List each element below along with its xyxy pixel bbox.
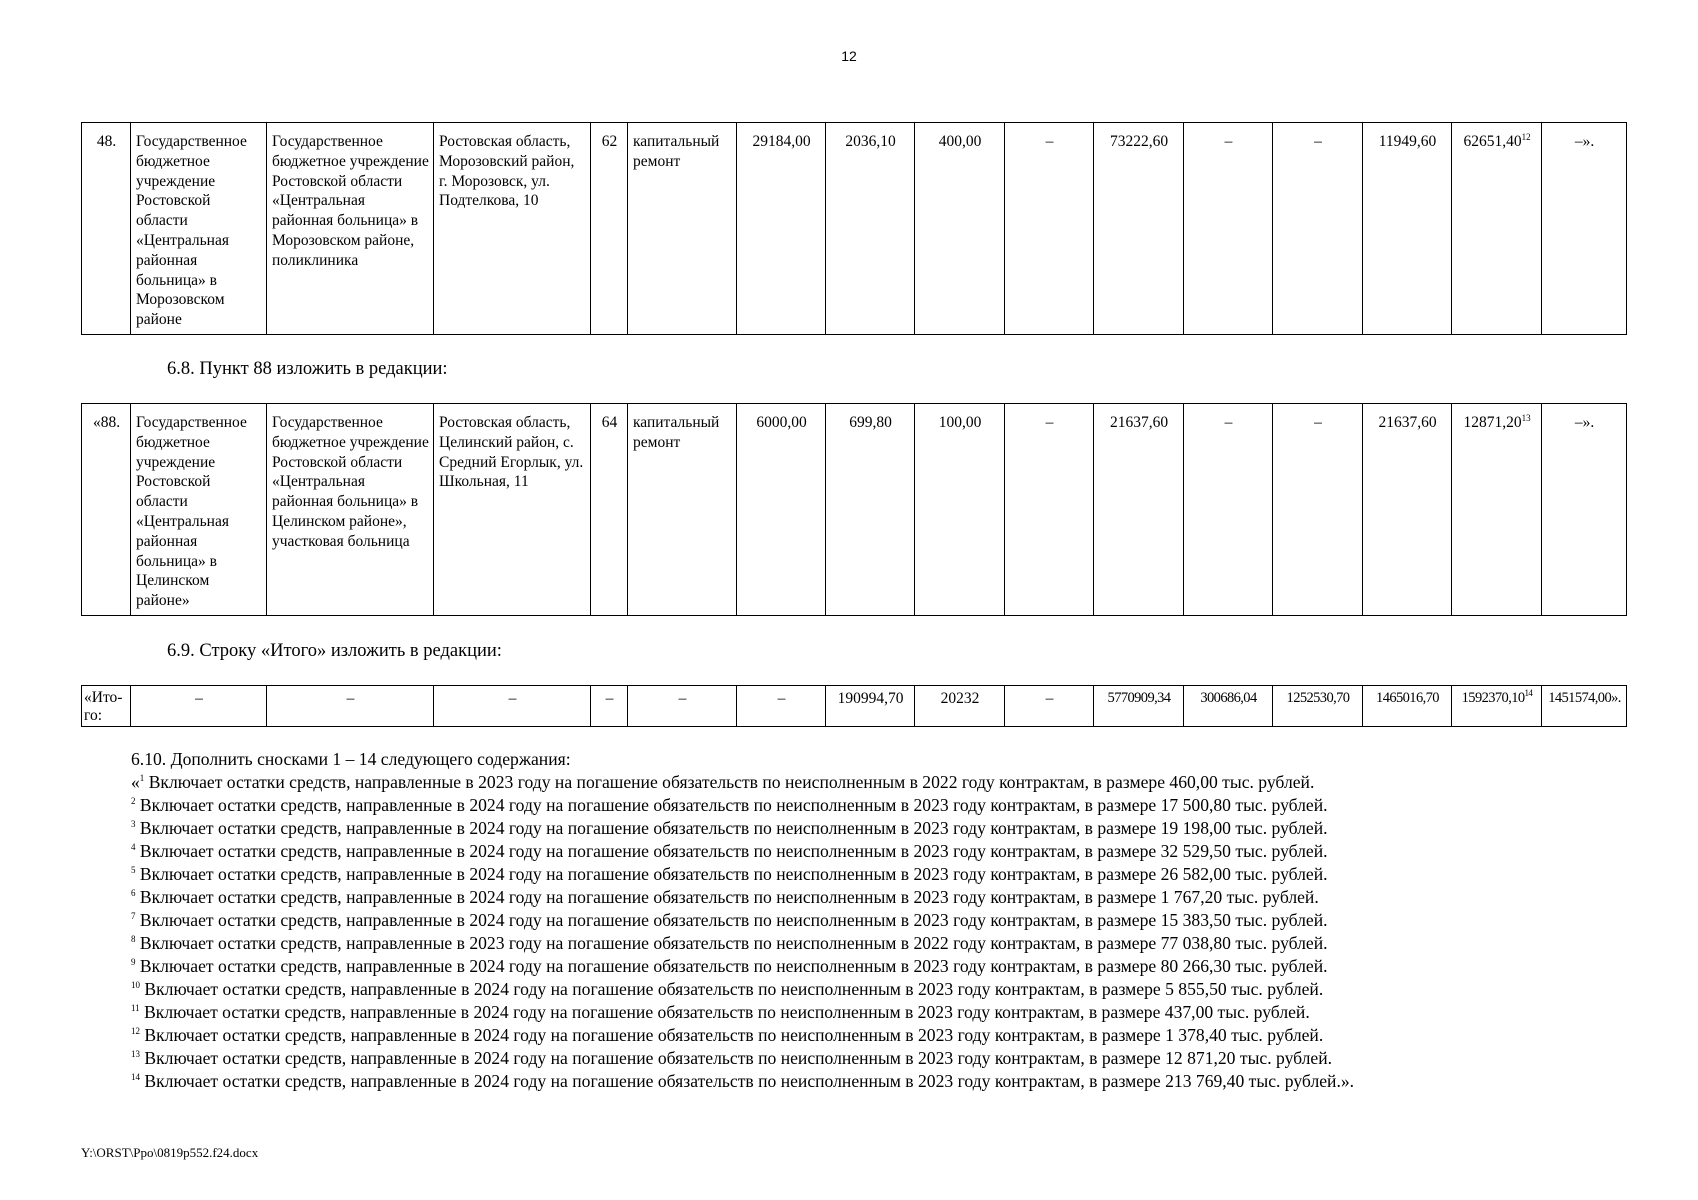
footnote-item: $^9$ Включает остатки средств, направленные в 2024 году на погашение обязательств по неисполненным в 2023 году контрактам, в размере 80 266,30 тыс. рублей.: [131, 956, 1328, 976]
footnotes-heading: 6.10. Дополнить сносками 1 – 14 следующего содержания:: [131, 749, 571, 769]
cell-value: 699,80: [826, 404, 915, 616]
footnote-ref: 13: [1521, 412, 1531, 423]
footnote-item: $^{10}$ Включает остатки средств, направленные в 2024 году на погашение обязательств по неисполненным в 2023 году контрактам, в размере 5 855,50 тыс. рублей.: [131, 979, 1324, 999]
cell-end: –».: [1542, 123, 1627, 335]
cell-value: 21637,60: [1094, 404, 1184, 616]
cell-number: «88.: [82, 404, 131, 616]
footnote-item: $^{13}$ Включает остатки средств, направленные в 2024 году на погашение обязательств по неисполненным в 2023 году контрактам, в размере 12 871,20 тыс. рублей.: [131, 1048, 1333, 1068]
cell-value: 5770909,34: [1094, 686, 1184, 727]
cell-dash: –: [737, 686, 826, 727]
cell-value: 100,00: [915, 404, 1005, 616]
table-total: [81, 685, 1627, 727]
footnote-item: $^6$ Включает остатки средств, направленные в 2024 году на погашение обязательств по неисполненным в 2023 году контрактам, в размере 1 767,20 тыс. рублей.: [131, 887, 1319, 907]
cell-value: –: [1273, 404, 1363, 616]
cell-end: 1451574,00».: [1542, 686, 1627, 727]
cell-dash: –: [131, 686, 267, 727]
footnote-item: $^5$ Включает остатки средств, направленные в 2024 году на погашение обязательств по неисполненным в 2023 году контрактам, в размере 26 582,00 тыс. рублей.: [131, 864, 1328, 884]
cell-value: –: [1184, 123, 1273, 335]
footnote-ref: 12: [1521, 131, 1531, 142]
footnote-item: $^{11}$ Включает остатки средств, направленные в 2024 году на погашение обязательств по неисполненным в 2023 году контрактам, в размере 437,00 тыс. рублей.: [131, 1002, 1310, 1022]
cell-value-footnoted: 1592370,10$^{14}$: [1452, 686, 1542, 727]
cell-work-type: капитальный ремонт: [628, 404, 737, 616]
cell-value: –: [1273, 123, 1363, 335]
file-path: Y:\ORST\Ppo\0819p552.f24.docx: [81, 1145, 259, 1160]
cell-object: Государственное бюджетное учреждение Ростовской области «Центральная районная больница» в Морозовском районе, поликлиника: [267, 123, 434, 335]
cell-address: Ростовская область, Морозовский район, г. Морозовск, ул. Подтелкова, 10: [434, 123, 591, 335]
cell-value-footnoted: 12871,20$^{13}$: [1452, 404, 1542, 616]
footnote-item: $^4$ Включает остатки средств, направленные в 2024 году на погашение обязательств по неисполненным в 2023 году контрактам, в размере 32 529,50 тыс. рублей.: [131, 841, 1328, 861]
cell-value: 1465016,70: [1363, 686, 1452, 727]
cell-value: 300686,04: [1184, 686, 1273, 727]
cell-value: 400,00: [915, 123, 1005, 335]
cell-dash: –: [591, 686, 628, 727]
cell-value: 1252530,70: [1273, 686, 1363, 727]
footnote-ref: 14: [1524, 688, 1533, 699]
table-row: [82, 123, 1627, 335]
cell-dash: –: [434, 686, 591, 727]
cell-value: –: [1005, 404, 1094, 616]
cell-value: 11949,60: [1363, 123, 1452, 335]
footnote-item: $^7$ Включает остатки средств, направленные в 2024 году на погашение обязательств по неисполненным в 2023 году контрактам, в размере 15 383,50 тыс. рублей.: [131, 910, 1328, 930]
cell-end: –».: [1542, 404, 1627, 616]
footnote-item: $^2$ Включает остатки средств, направленные в 2024 году на погашение обязательств по неисполненным в 2023 году контрактам, в размере 17 500,80 тыс. рублей.: [131, 795, 1328, 815]
cell-total-label: «Ито-го:: [82, 686, 131, 727]
footnote-item: «$^1$ Включает остатки средств, направленные в 2023 году на погашение обязательств по неисполненным в 2022 году контрактам, в размере 460,00 тыс. рублей.: [131, 772, 1315, 792]
page-number: 12: [841, 48, 857, 64]
cell-value: 2036,10: [826, 123, 915, 335]
cell-owner: Государственное бюджетное учреждение Ростовской области «Центральная районная больница» в Целинском районе»: [131, 404, 267, 616]
cell-value: –: [1184, 404, 1273, 616]
table-item-48: [81, 122, 1627, 335]
section-heading-6-8: 6.8. Пункт 88 изложить в редакции:: [167, 359, 448, 379]
table-row: [82, 686, 1627, 727]
cell-code: 62: [591, 123, 628, 335]
cell-value: 6000,00: [737, 404, 826, 616]
cell-number: 48.: [82, 123, 131, 335]
cell-value: 21637,60: [1363, 404, 1452, 616]
cell-value: 29184,00: [737, 123, 826, 335]
footnotes-section: [131, 748, 1631, 1093]
table-item-88: [81, 403, 1627, 616]
section-heading-6-9: 6.9. Строку «Итого» изложить в редакции:: [167, 641, 502, 661]
cell-value-footnoted: 62651,40$^{12}$: [1452, 123, 1542, 335]
cell-dash: –: [628, 686, 737, 727]
table-row: [82, 404, 1627, 616]
cell-value: 190994,70: [826, 686, 915, 727]
cell-value: 20232: [915, 686, 1005, 727]
cell-value: –: [1005, 123, 1094, 335]
cell-work-type: капитальный ремонт: [628, 123, 737, 335]
cell-code: 64: [591, 404, 628, 616]
footnote-item: $^3$ Включает остатки средств, направленные в 2024 году на погашение обязательств по неисполненным в 2023 году контрактам, в размере 19 198,00 тыс. рублей.: [131, 818, 1328, 838]
footnote-item: $^{12}$ Включает остатки средств, направленные в 2024 году на погашение обязательств по неисполненным в 2023 году контрактам, в размере 1 378,40 тыс. рублей.: [131, 1025, 1324, 1045]
cell-object: Государственное бюджетное учреждение Ростовской области «Центральная районная больница» в Целинском районе», участковая больница: [267, 404, 434, 616]
cell-value: 73222,60: [1094, 123, 1184, 335]
footnote-item: $^8$ Включает остатки средств, направленные в 2023 году на погашение обязательств по неисполненным в 2022 году контрактам, в размере 77 038,80 тыс. рублей.: [131, 933, 1328, 953]
cell-value: –: [1005, 686, 1094, 727]
footnote-item: $^{14}$ Включает остатки средств, направленные в 2024 году на погашение обязательств по неисполненным в 2023 году контрактам, в размере 213 769,40 тыс. рублей.».: [131, 1071, 1355, 1091]
cell-owner: Государственное бюджетное учреждение Ростовской области «Центральная районная больница» в Морозовском районе: [131, 123, 267, 335]
cell-address: Ростовская область, Целинский район, с. Средний Егорлык, ул. Школьная, 11: [434, 404, 591, 616]
cell-dash: –: [267, 686, 434, 727]
